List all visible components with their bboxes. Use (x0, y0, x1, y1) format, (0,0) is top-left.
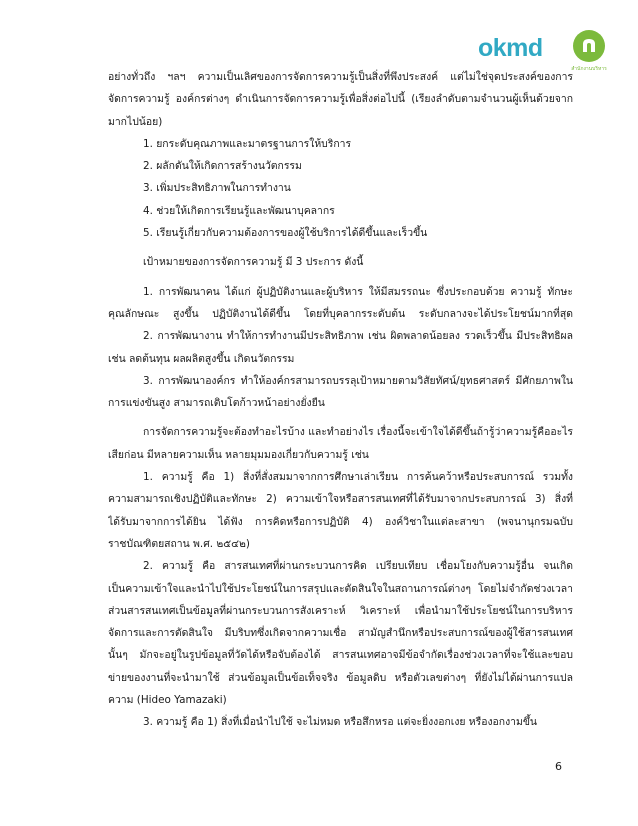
text-line: ข่ายของงานที่จะนำมาใช้ ส่วนข้อมูลเป็นข้อเท็จจริง ข้อมูลดิบ หรือตัวเลขต่างๆ ที่ยังไม่ได้ผ่านการแปล (108, 671, 573, 684)
list-item: 4. ช่วยให้เกิดการเรียนรู้และพัฒนาบุคลากร (143, 204, 335, 217)
list-item: 1. ยกระดับคุณภาพและมาตรฐานการให้บริการ (143, 137, 352, 150)
text-line: 2. ความรู้ คือ สารสนเทศที่ผ่านกระบวนการคิด เปรียบเทียบ เชื่อมโยงกับความรู้อื่น จนเกิด (143, 560, 573, 573)
text-line: ส่วนสารสนเทศเป็นข้อมูลที่ผ่านกระบวนการสังเคราะห์ วิเคราะห์ เพื่อนำมาใช้ประโยชน์ในการบริหาร (108, 604, 573, 617)
text-line: การจัดการความรู้จะต้องทำอะไรบ้าง และทำอย่างไร เรื่องนี้จะเข้าใจได้ดีขึ้นถ้ารู้ว่าความรู้คืออะไร (143, 426, 573, 439)
page-number: 6 (555, 760, 562, 773)
text-line: 1. ความรู้ คือ 1) สิ่งที่สั่งสมมาจากการศึกษาเล่าเรียน การค้นคว้าหรือประสบการณ์ รวมทั้ง (143, 471, 573, 484)
document-body (108, 66, 573, 734)
text-line: จัดการและการตัดสินใจ มีบริบทซึ่งเกิดจากความเชื่อ สามัญสำนึกหรือประสบการณ์ของผู้ใช้สารสนเทศ (108, 627, 573, 640)
list-item: 5. เรียนรู้เกี่ยวกับความต้องการของผู้ใช้บริการได้ดีขึ้นและเร็วขึ้น (143, 227, 428, 240)
text-line: ได้รับมาจากการได้ยิน ได้ฟัง การคิดหรือการปฏิบัติ 4) องค์วิชาในแต่ละสาขา (พจนานุกรมฉบับ (108, 515, 573, 528)
text-line: คุณลักษณะ สูงขึ้น ปฏิบัติงานได้ดีขึ้น โดยที่บุคลากรระดับต้น ระดับกลางจะได้ประโยชน์มากที่สุด (108, 307, 573, 320)
text-line: ราชบัณฑิตยสถาน พ.ศ. ๒๕๔๒) (108, 537, 250, 550)
list-item: 2. ผลักดันให้เกิดการสร้างนวัตกรรม (143, 160, 302, 173)
text-line: จัดการความรู้ องค์กรต่างๆ ดำเนินการจัดการความรู้เพื่อสิ่งต่อไปนี้ (เรียงลำดับตามจำนวนผู้เห็นด้วยจาก (108, 93, 573, 106)
text-line: ความ (Hideo Yamazaki) (108, 694, 227, 707)
text-line: อย่างทั่วถึง ฯลฯ ความเป็นเลิศของการจัดการความรู้เป็นสิ่งที่พึงประสงค์ แต่ไม่ใช่จุดประสงค์ของการ (108, 71, 573, 83)
list-item: 3. เพิ่มประสิทธิภาพในการทำงาน (143, 182, 291, 195)
text-line: เสียก่อน มีหลายความเห็น หลายมุมมองเกี่ยวกับความรู้ เช่น (108, 448, 369, 461)
leaf-icon (579, 36, 599, 56)
text-line: เช่น ลดต้นทุน ผลผลิตสูงขึ้น เกิดนวัตกรรม (108, 352, 295, 365)
text-line: ความสามารถเชิงปฏิบัติและทักษะ 2) ความเข้าใจหรือสารสนเทศที่ได้รับมาจากประสบการณ์ 3) สิ่งที่ (108, 493, 573, 506)
section-heading: เป้าหมายของการจัดการความรู้ มี 3 ประการ ดังนี้ (143, 256, 364, 269)
text-line: เป็นความเข้าใจและนำไปใช้ประโยชน์ในการสรุปและตัดสินใจในสถานการณ์ต่างๆ โดยไม่จำกัดช่วงเวลา (108, 582, 573, 595)
text-line: 2. การพัฒนางาน ทำให้การทำงานมีประสิทธิภาพ เช่น ผิดพลาดน้อยลง รวดเร็วขึ้น มีประสิทธิผล (143, 330, 573, 343)
text-line: การแข่งขันสูง สามารถเติบโตก้าวหน้าอย่างยั่งยืน (108, 397, 325, 410)
logo-badge (573, 30, 605, 62)
text-line: 1. การพัฒนาคน ได้แก่ ผู้ปฏิบัติงานและผู้บริหาร ให้มีสมรรถนะ ซึ่งประกอบด้วย ความรู้ ทักษะ (143, 285, 573, 298)
logo-text: okmd (478, 34, 543, 62)
text-line: มากไปน้อย) (108, 115, 163, 128)
text-line: 3. ความรู้ คือ 1) สิ่งที่เมื่อนำไปใช้ จะไม่หมด หรือสึกหรอ แต่จะยิ่งงอกเงย หรืองอกงามขึ้น (143, 716, 538, 729)
logo-subtext: สำนักงานบริหาร (571, 66, 607, 72)
text-line: นั้นๆ มักจะอยู่ในรูปข้อมูลที่วัดได้หรือจับต้องได้ สารสนเทศอาจมีข้อจำกัดเรื่องช่วงเวลาที่จะใช้และขอบ (108, 649, 573, 662)
text-line: 3. การพัฒนาองค์กร ทำให้องค์กรสามารถบรรลุเป้าหมายตามวิสัยทัศน์/ยุทธศาสตร์ มีศักยภาพใน (143, 374, 573, 387)
